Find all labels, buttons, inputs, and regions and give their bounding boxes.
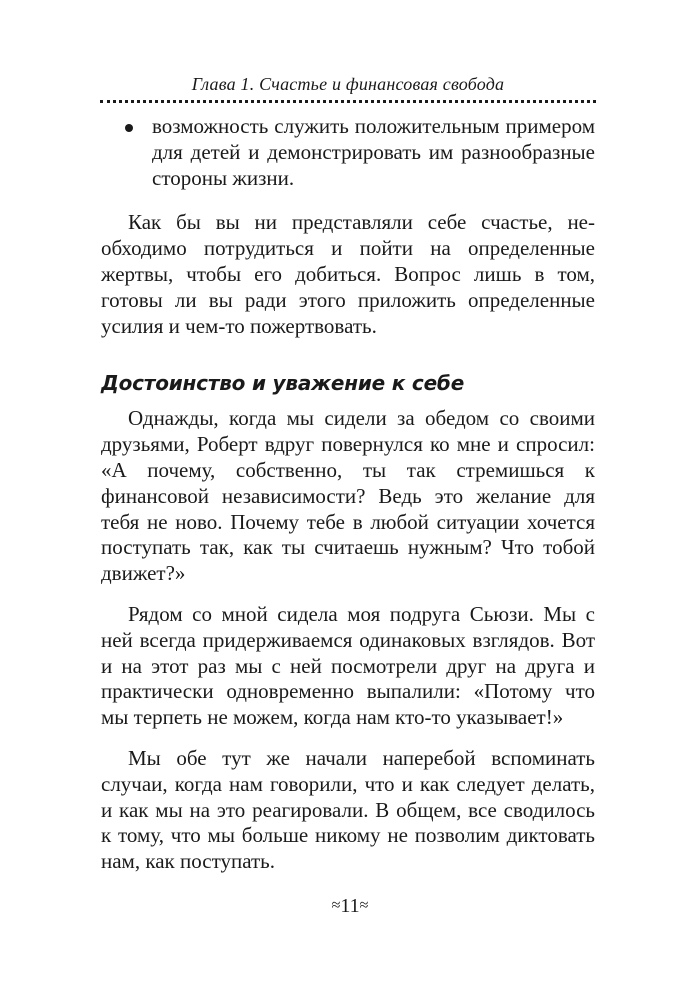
- page-number-footer: [0, 894, 700, 918]
- paragraph: Мы обе тут же начали наперебой вспоминать случаи, когда нам говорили, что и как следует делать, и как мы на это реагировали. В общем, все сводилось к тому, что мы больше никому не позволим диктовать нам, как поступать.: [101, 745, 595, 874]
- paragraph: Как бы вы ни представляли себе счастье, необходимо потрудиться и пойти на определенные жертвы, чтобы его добиться. Вопрос лишь в том, готовы ли вы ради этого приложить определенные усилия и чем-то пожертвовать.: [101, 210, 595, 338]
- paragraph: Рядом со мной сидела моя подруга Сьюзи. Мы с ней всегда придерживаемся одинаковых взглядов. Вот и на этот раз мы с ней посмотрели друг на друга и практически одновременно выпалили: «Потому что мы терпеть не можем, когда нам кто-то указывает!»: [101, 601, 595, 730]
- left-ornament-icon: ≈: [331, 897, 341, 914]
- section-heading: Достоинство и уважение к себе: [101, 371, 465, 396]
- running-head: Глава 1. Счастье и финансовая свобода: [191, 74, 505, 94]
- body-text: [101, 114, 595, 890]
- bullet-list-item: [101, 114, 595, 191]
- bullet-dot-icon: [125, 124, 133, 132]
- dotted-rule-divider: [100, 100, 596, 103]
- paragraph: Однажды, когда мы сидели за обедом со своими друзьями, Роберт вдруг повернулся ко мне и спросил: «А почему, собственно, ты так стремишься к финансовой независимости? Ведь это желание для тебя не ново. Почему тебе в любой ситуации хочется поступать так, как ты считаешь нужным? Что тобой движет?»: [101, 406, 595, 586]
- bullet-item-text: возможность служить положительным примером для детей и демонстрировать им разнообразные стороны жизни.: [152, 114, 595, 190]
- page-number: 11: [340, 895, 360, 917]
- right-ornament-icon: ≈: [359, 897, 369, 914]
